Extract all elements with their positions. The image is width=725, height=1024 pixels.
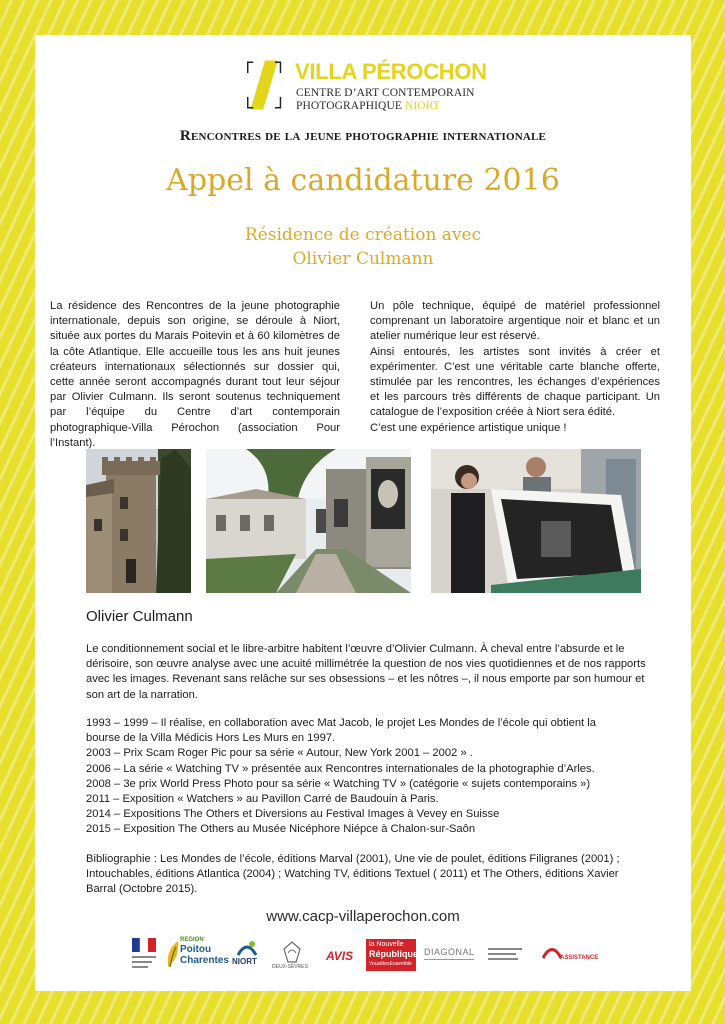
region-label: REGION [180, 937, 204, 943]
villa-perochon-logo [241, 57, 501, 117]
avis-label: AVIS [326, 949, 354, 963]
diagonal-logo [424, 935, 476, 973]
intro-right-column [370, 299, 660, 436]
intro-right-p2: Ainsi entourés, les artistes sont invités à créer et expérimenter. C’est une véritable carte blanche offerte, stimulée par les rencontres, les échanges d’expériences et les parcours très différents de chaque participant. Un catalogue de l’exposition créée à Niort sera édité. [370, 345, 660, 419]
republique-francaise-icon [130, 935, 158, 973]
timeline-item: 2003 – Prix Scam Roger Pic pour sa série « Autour, New York 2001 – 2002 » . [86, 747, 473, 760]
region-name-1: Poitou [180, 944, 212, 955]
region-leaf-icon [166, 939, 180, 969]
assistance-logo [540, 935, 599, 973]
niort-emblem-icon [236, 939, 258, 957]
timeline-item: 2014 – Expositions The Others et Diversions au Festival Images à Vevey en Suisse [86, 808, 500, 821]
rencontres-heading: Rencontres de la jeune photographie internationale [179, 128, 547, 144]
niort-label: NIORT [232, 957, 257, 966]
timeline-item: 2011 – Exposition « Watchers » au Pavillon Carré de Baudouin à Paris. [86, 793, 439, 806]
culmann-bio: Le conditionnement social et le libre-arbitre habitent l’œuvre d’Olivier Culmann. À cheval entre l’absurde et le dérisoire, son œuvre analyse avec une acuité millimétrée la question de nos vies quotidiennes et de nos rapports avec les images. Revenant sans relâche sur ses obsessions – et les nôtres –, il nous emporte par son humour et son art de la narration. [86, 643, 646, 701]
niort-logo [230, 935, 264, 973]
nr-line-3: VousêtesEnsemble [369, 961, 412, 967]
logo-subtitle-2-accent: NIORT [404, 100, 440, 112]
timeline-item: bourse de la Villa Médicis Hors Les Murs en 1997. [86, 732, 336, 745]
assistance-arch-icon [542, 945, 562, 959]
region-name-2: Charentes [180, 955, 229, 966]
subtitle-line-1: Résidence de création avec [244, 225, 482, 245]
timeline-item: 2015 – Exposition The Others au Musée Nicéphore Niépce à Chalon-sur-Saôn [86, 823, 476, 836]
website-link[interactable]: www.cacp-villaperochon.com [266, 908, 460, 925]
intro-right-p1: Un pôle technique, équipé de matériel professionnel comprenant un laboratoire argentique noir et blanc et un atelier numérique leur est réservé. [370, 300, 660, 343]
poster-page [35, 35, 691, 991]
diagonal-underline [424, 959, 474, 960]
photo-print-workshop [431, 449, 641, 593]
timeline-item: 1993 – 1999 – Il réalise, en collaboration avec Mat Jacob, le projet Les Mondes de l’école qui obtient la [86, 717, 596, 729]
photo-garden-exhibition [206, 449, 411, 593]
logo-title: VILLA PÉROCHON [295, 59, 487, 84]
bibliography: Bibliographie : Les Mondes de l’école, éditions Marval (2001), Une vie de poulet, éditions Filigranes (2001) ; Intouchables, éditions Atlantica (2004) ; Watching TV, éditions Textuel ( 2011) et The Others, éditions Xavier Barral (Octobre 2015). [86, 853, 620, 896]
logo-subtitle-2 [296, 100, 440, 112]
partner-small-logo-icon [486, 935, 526, 973]
assistance-label: ASSISTANCE [560, 955, 599, 961]
intro-left-column: La résidence des Rencontres de la jeune photographie internationale, depuis son origine, se déroule à Niort, située aux portes du Marais Poitevin et à 60 kilomètres de la côte Atlantique. Elle accueille tous les ans huit jeunes créateurs internationaux sélectionnés sur dossier qui, cette année seront accompagnés durant tout leur séjour par Olivier Culmann. Ils seront soutenus techniquement par l’équipe du Centre d’art contemporain photographique-Villa Pérochon (association Pour l’Instant). [50, 300, 340, 449]
timeline-item: 2008 – 3e prix World Press Photo pour sa série « Watching TV » (catégorie « sujets contemporains ») [86, 777, 591, 790]
logo-subtitle-1: CENTRE D’ART CONTEMPORAIN [296, 87, 475, 99]
residence-subtitle [35, 223, 691, 271]
culmann-timeline [86, 716, 656, 838]
nr-line-1: la Nouvelle [369, 941, 404, 948]
sponsor-logos [130, 935, 600, 975]
page-title: Appel à candidature 2016 [166, 163, 560, 198]
region-poitou-charentes-logo [166, 935, 229, 973]
culmann-heading: Olivier Culmann [86, 608, 193, 625]
deux-sevres-label: DEUX-SÈVRES [272, 964, 308, 970]
diagonal-label: DIAGONAL [424, 947, 475, 957]
nouvelle-republique-logo [366, 939, 416, 971]
logo-slash-icon [245, 57, 285, 113]
nr-line-2: République [369, 949, 418, 959]
subtitle-line-2: Olivier Culmann [292, 249, 434, 269]
timeline-item: 2006 – La série « Watching TV » présentée aux Rencontres internationales de la photographie d’Arles. [86, 762, 595, 775]
deux-sevres-logo [272, 935, 312, 973]
photo-castle-tower [86, 449, 191, 593]
deux-sevres-emblem-icon [282, 941, 302, 963]
intro-right-p3: C’est une expérience artistique unique ! [370, 421, 567, 434]
avis-logo [326, 935, 356, 973]
logo-subtitle-2-main: PHOTOGRAPHIQUE [296, 100, 402, 112]
